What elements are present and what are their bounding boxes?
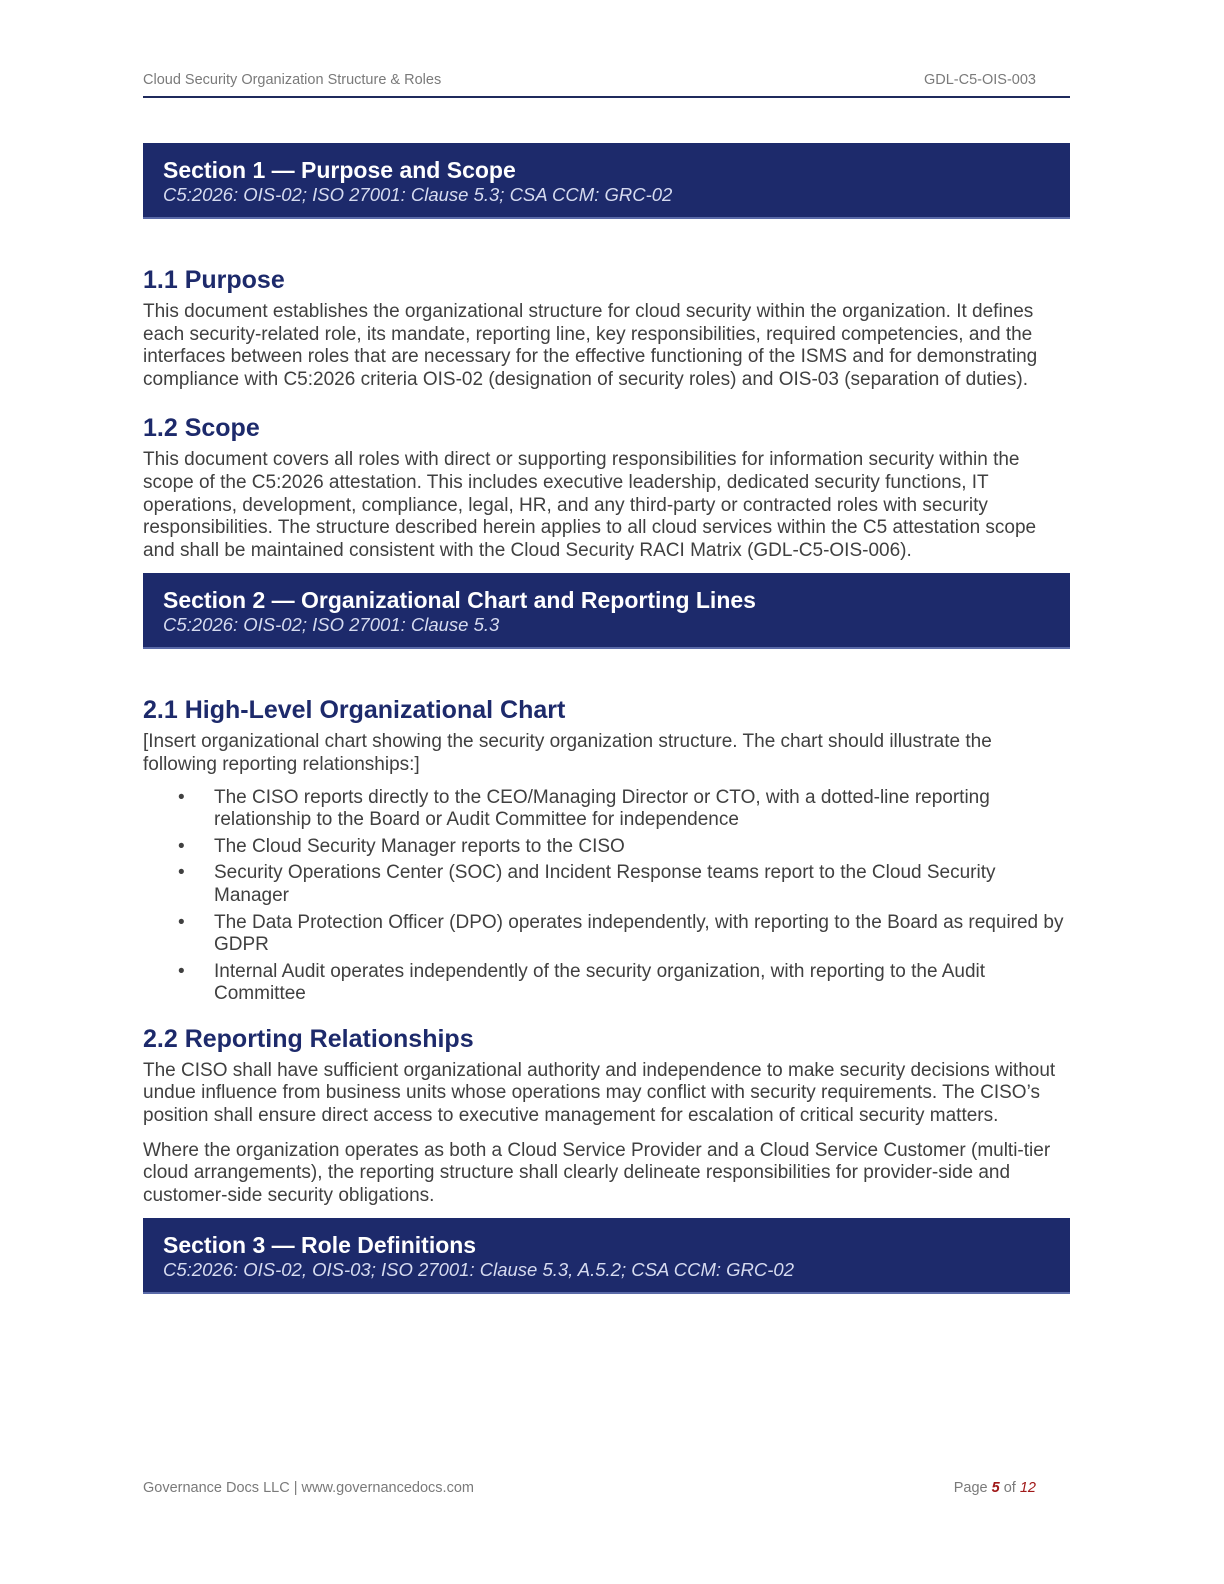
- section-title: Section 3 — Role Definitions: [163, 1232, 477, 1259]
- reporting-paragraph-2: Where the organization operates as both a Cloud Service Provider and a Cloud Service Customer (multi-tier cloud arrangements), the reporting structure shall clearly delineate responsibilities for provider-side and customer-side security obligations.: [143, 1139, 1051, 1206]
- list-item: • Internal Audit operates independently of the security organization, with reporting to the Audit Committee: [178, 960, 986, 1005]
- header-document-title: Cloud Security Organization Structure & Roles: [143, 72, 442, 88]
- subsection-heading-2-2: 2.2 Reporting Relationships: [143, 1024, 474, 1053]
- list-item: • Security Operations Center (SOC) and Incident Response teams report to the Cloud Security Manager: [178, 862, 996, 906]
- footer-company: Governance Docs LLC | www.governancedocs.com: [143, 1480, 474, 1496]
- list-item: • The CISO reports directly to the CEO/Managing Director or CTO, with a dotted-line reporting relationship to the Board or Audit Committee for independence: [178, 786, 990, 831]
- section-title: Section 1 — Purpose and Scope: [163, 157, 516, 183]
- header-document-id: GDL-C5-OIS-003: [923, 72, 1036, 88]
- section-references: C5:2026: OIS-02; ISO 27001: Clause 5.3: [163, 614, 500, 636]
- subsection-heading-2-1: 2.1 High-Level Organizational Chart: [143, 696, 566, 725]
- section-2-banner: [143, 573, 1070, 649]
- list-item: • The Data Protection Officer (DPO) operates independently, with reporting to the Board as required by GDPR: [178, 911, 1064, 956]
- list-item: • The Cloud Security Manager reports to the CISO: [178, 835, 625, 857]
- section-1-banner: [143, 143, 1070, 219]
- section-references: C5:2026: OIS-02; ISO 27001: Clause 5.3; CSA CCM: GRC-02: [163, 184, 673, 205]
- bullet-icon: •: [178, 911, 185, 933]
- document-body: [143, 143, 1070, 1294]
- bullet-icon: •: [178, 862, 185, 884]
- subsection-heading-1-2: 1.2 Scope: [143, 414, 260, 443]
- page-header: [143, 70, 1070, 98]
- purpose-paragraph: This document establishes the organizational structure for cloud security within the organization. It defines each security-related role, its mandate, reporting line, key responsibilities, required competencies, and the interfaces between roles that are necessary for the effective functioning of the ISMS and for demonstrating compliance with C5:2026 criteria OIS-02 (designation of security roles) and OIS-03 (separation of duties).: [143, 301, 1038, 390]
- bullet-icon: •: [178, 960, 185, 982]
- scope-paragraph: This document covers all roles with direct or supporting responsibilities for information security within the scope of the C5:2026 attestation. This includes executive leadership, dedicated security functions, IT operations, development, compliance, legal, HR, and any third-party or contracted roles with security responsibilities. The structure described herein applies to all cloud services within the C5 attestation scope and shall be maintained consistent with the Cloud Security RACI Matrix (GDL-C5-OIS-006).: [143, 449, 1037, 561]
- section-references: C5:2026: OIS-02, OIS-03; ISO 27001: Clause 5.3, A.5.2; CSA CCM: GRC-02: [163, 1259, 794, 1281]
- org-chart-placeholder-paragraph: [Insert organizational chart showing the security organization structure. The chart should illustrate the following reporting relationships:]: [143, 731, 992, 775]
- section-3-banner: [143, 1218, 1070, 1294]
- bullet-icon: •: [178, 786, 185, 808]
- current-page: 5: [991, 1480, 1000, 1496]
- page-number: Page 5 of 12: [953, 1480, 1036, 1496]
- bullet-icon: •: [178, 835, 185, 857]
- total-pages: 12: [1019, 1480, 1036, 1496]
- section-title: Section 2 — Organizational Chart and Reporting Lines: [163, 587, 756, 614]
- subsection-heading-1-1: 1.1 Purpose: [143, 266, 285, 294]
- reporting-relationships-list: [143, 787, 1070, 1006]
- reporting-paragraph-1: The CISO shall have sufficient organizational authority and independence to make security decisions without undue influence from business units whose operations may conflict with security requirements. The CISO’s position shall ensure direct access to executive management for escalation of critical security matters.: [143, 1059, 1056, 1127]
